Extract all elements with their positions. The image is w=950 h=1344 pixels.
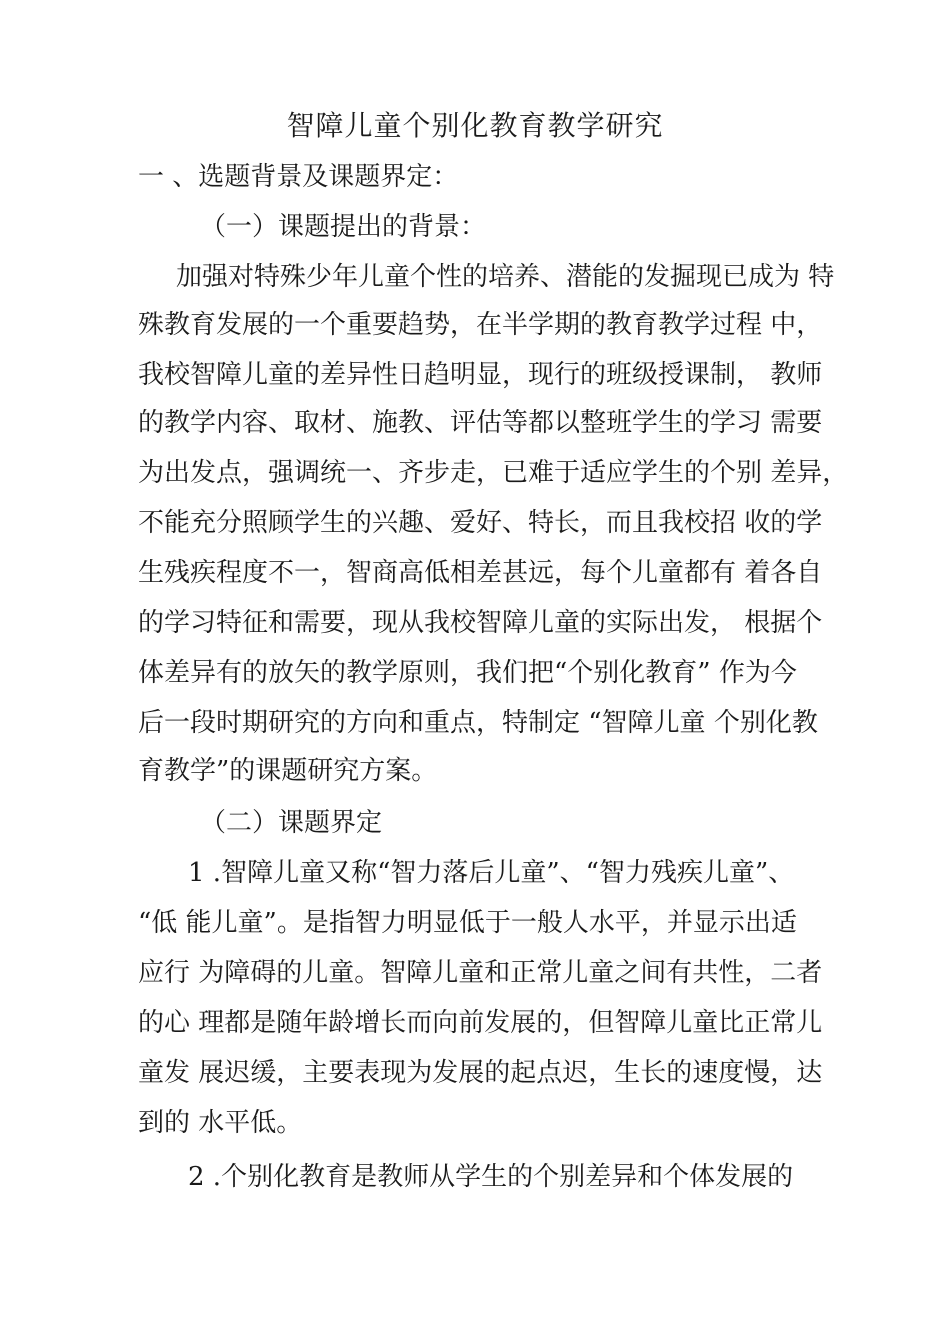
paragraph-line: 的教学内容、取材、施教、评估等都以整班学生的学习 需要 [138,408,823,438]
paragraph-line: 育教学”的课题研究方案。 [138,756,438,786]
subsection-heading-definition: （二）课题界定 [200,808,383,838]
paragraph-line: 的心 理都是随年龄增长而向前发展的，但智障儿童比正常儿 [138,1008,823,1038]
paragraph-line: 体差异有的放矢的教学原则，我们把“个别化教育” 作为今 [138,658,797,688]
paragraph-line: 我校智障儿童的差异性日趋明显，现行的班级授课制， 教师 [138,360,823,390]
subsection-heading-background: （一）课题提出的背景： [200,212,487,242]
paragraph-line: 加强对特殊少年儿童个性的培养、潜能的发掘现已成为 特 [176,262,835,292]
document-title: 智障儿童个别化教育教学研究 [286,109,664,142]
paragraph-line: 到的 水平低。 [138,1108,303,1138]
paragraph-line: 1 .智障儿童又称“智力落后儿童”、“智力残疾儿童”、 [188,858,795,888]
section-heading: 一 、选题背景及课题界定： [138,162,459,192]
paragraph-line: 殊教育发展的一个重要趋势，在半学期的教育教学过程 中， [138,310,823,340]
paragraph-line: 生残疾程度不一，智商高低相差甚远，每个儿童都有 着各自 [138,558,823,588]
paragraph-line: 不能充分照顾学生的兴趣、爱好、特长，而且我校招 收的学 [138,508,823,538]
paragraph-line: 为出发点，强调统一、齐步走，已难于适应学生的个别 差异， [138,458,849,488]
paragraph-line: “低 能儿童”。是指智力明显低于一般人水平，并显示出适 [138,908,797,938]
paragraph-line: 后一段时期研究的方向和重点，特制定 “智障儿童 个别化教 [138,708,818,738]
paragraph-line: 应行 为障碍的儿童。智障儿童和正常儿童之间有共性，二者 [138,958,823,988]
paragraph-line: 童发 展迟缓，主要表现为发展的起点迟，生长的速度慢，达 [138,1058,823,1088]
paragraph-line: 的学习特征和需要，现从我校智障儿童的实际出发， 根据个 [138,608,823,638]
paragraph-line: 2 .个别化教育是教师从学生的个别差异和个体发展的 [188,1162,794,1192]
